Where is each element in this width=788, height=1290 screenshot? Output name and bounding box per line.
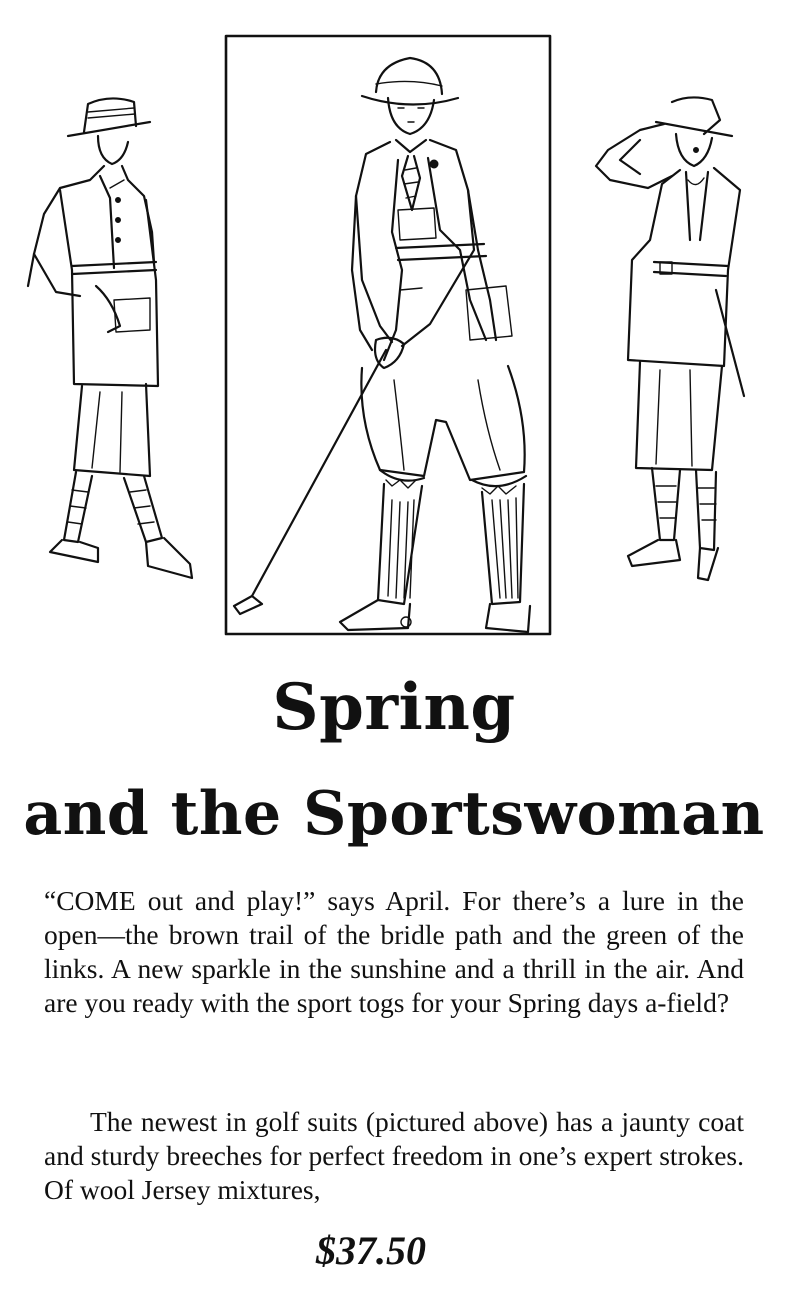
body-paragraph-1: “COME out and play!” says April. For there’s a lure in the open—the brown trail of the bridle path and the green of the links. A new sparkle in the sunshine and a thrill in the air. And are you ready with the sport togs for your Spring days a-field? [44,885,744,1018]
golfer-figure-illustration [234,58,530,632]
right-figure-illustration [596,97,744,580]
body-paragraph-2: The newest in golf suits (pictured above) has a jaunty coat and sturdy breeches for perfect freedom in one’s expert strokes. Of wool Jersey mixtures, [44,1106,744,1205]
price-label: $37.50 [316,1228,426,1273]
left-figure-illustration [28,98,192,578]
headline-sportswoman: and the Sportswoman [23,779,765,849]
headline-spring: Spring [272,670,516,745]
